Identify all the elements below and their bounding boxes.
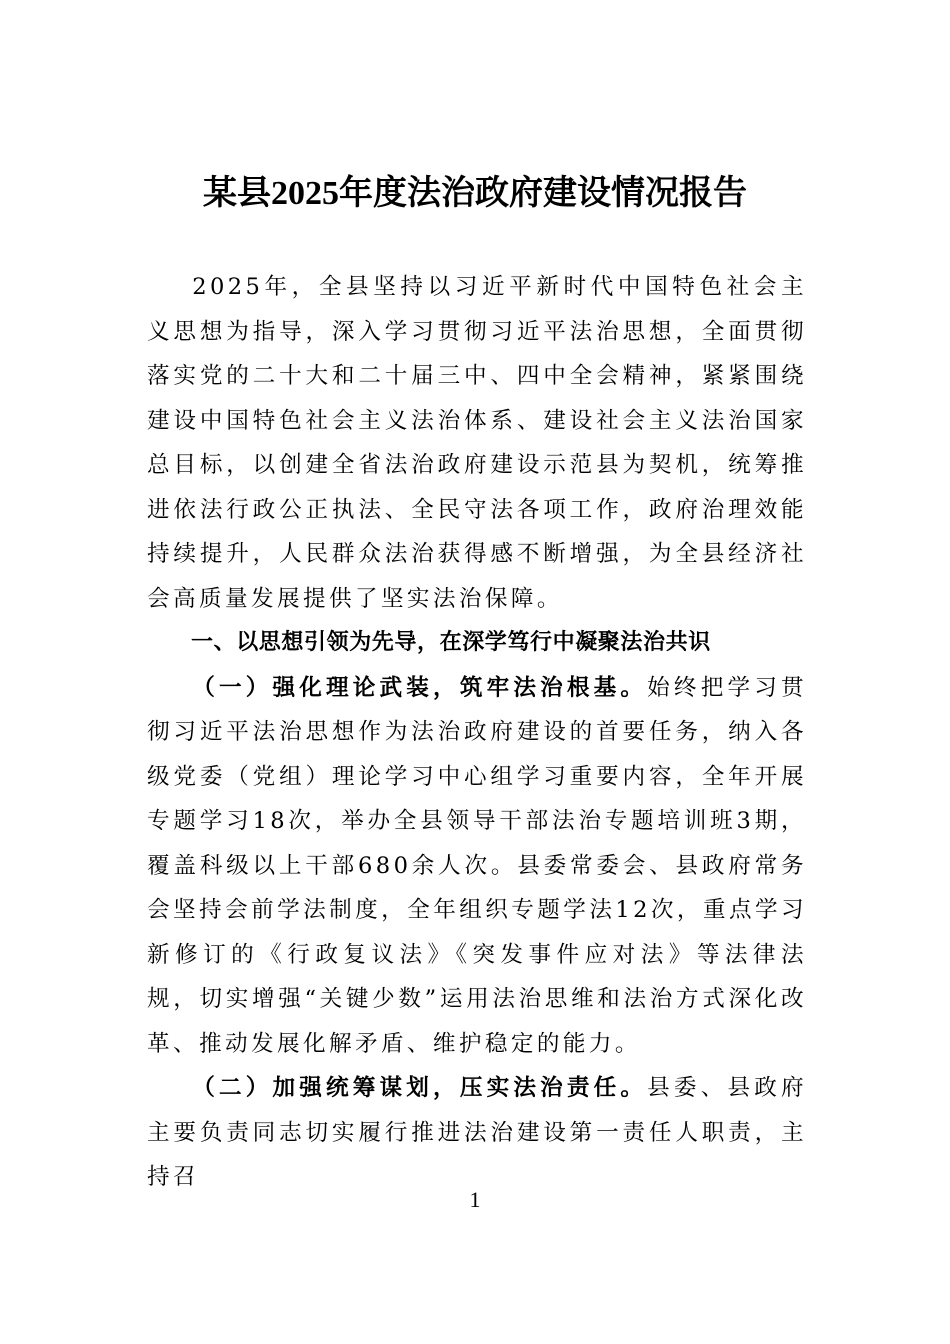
section-heading-1: 一、以思想引领为先导，在深学笃行中凝聚法治共识: [191, 630, 711, 655]
section-1-item-1-paragraph: [147, 666, 807, 1067]
document-body: [147, 265, 807, 1200]
item-1-body: 始终把学习贯彻习近平法治思想作为法治政府建设的首要任务，纳入各级党委（党组）理论学习中心组学习重要内容，全年开展专题学习18次，举办全县领导干部法治专题培训班3期，覆盖科级以上干部680余人次。县委常委会、县政府常务会坚持会前学法制度，全年组织专题学法12次，重点学习新修订的《行政复议法》《突发事件应对法》等法律法规，切实增强“关键少数”运用法治思维和法治方式深化改革、推动发展化解矛盾、维护稳定的能力。: [147, 674, 807, 1057]
intro-paragraph: 2025年，全县坚持以习近平新时代中国特色社会主义思想为指导，深入学习贯彻习近平法治思想，全面贯彻落实党的二十大和二十届三中、四中全会精神，紧紧围绕建设中国特色社会主义法治体系、建设社会主义法治国家总目标，以创建全省法治政府建设示范县为契机，统筹推进依法行政公正执法、全民守法各项工作，政府治理效能持续提升，人民群众法治获得感不断增强，为全县经济社会高质量发展提供了坚实法治保障。: [147, 274, 807, 612]
section-1-item-2-paragraph: [147, 1066, 807, 1200]
item-2-lead: （二）加强统筹谋划，压实法治责任。: [192, 1075, 648, 1101]
page-number: 1: [469, 1187, 481, 1212]
document-title: 某县2025年度法治政府建设情况报告: [203, 175, 747, 212]
item-1-lead: （一）强化理论武装，筑牢法治根基。: [192, 674, 648, 701]
item-2-body: 县委、县政府主要负责同志切实履行推进法治建设第一责任人职责，主持召: [147, 1075, 807, 1190]
